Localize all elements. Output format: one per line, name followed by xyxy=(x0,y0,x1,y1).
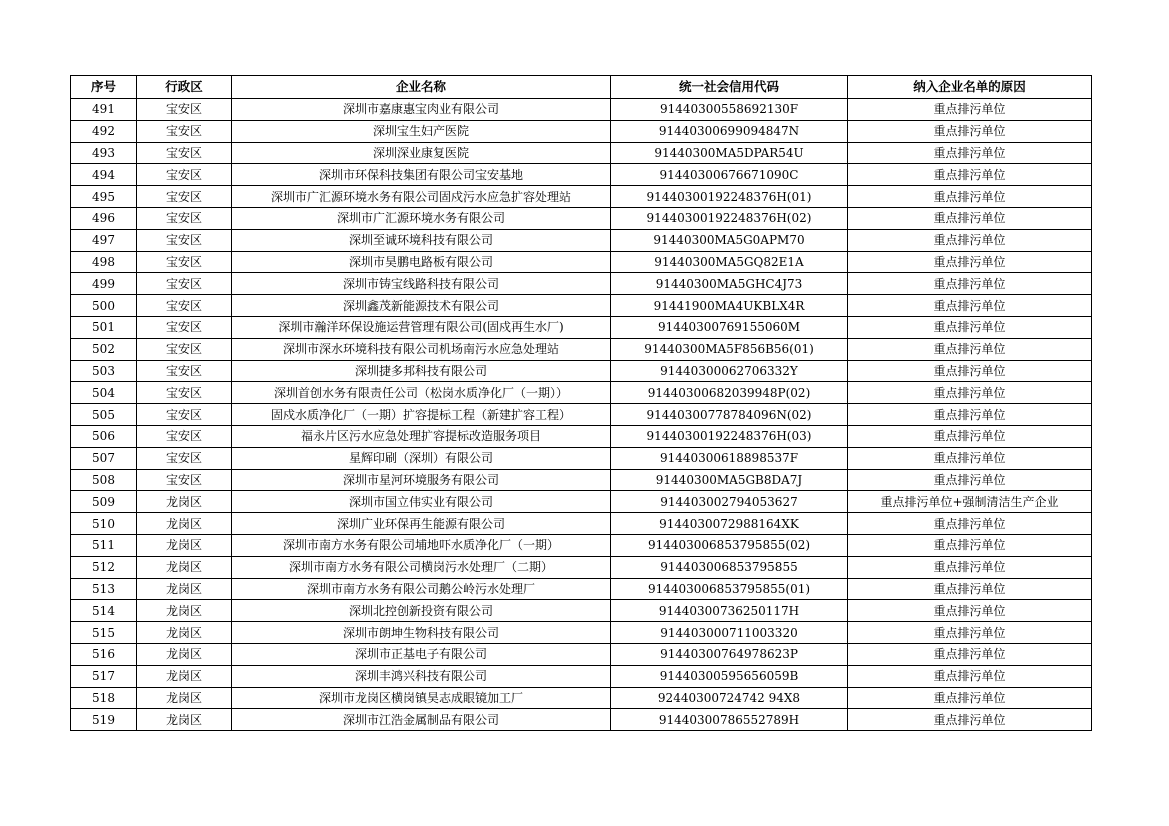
table-row xyxy=(71,709,1092,731)
cell-code: 9144030072988164XK xyxy=(611,513,848,535)
cell-code: 91440300192248376H(01) xyxy=(611,186,848,208)
cell-reason: 重点排污单位 xyxy=(848,186,1092,208)
cell-name: 深圳市环保科技集团有限公司宝安基地 xyxy=(232,164,611,186)
cell-name: 深圳市瀚洋环保设施运营管理有限公司(固戍再生水厂) xyxy=(232,316,611,338)
table-row xyxy=(71,534,1092,556)
cell-name: 深圳北控创新投资有限公司 xyxy=(232,600,611,622)
cell-name: 深圳广业环保再生能源有限公司 xyxy=(232,513,611,535)
cell-no: 492 xyxy=(71,120,137,142)
cell-no: 518 xyxy=(71,687,137,709)
cell-district: 宝安区 xyxy=(137,316,232,338)
cell-reason: 重点排污单位 xyxy=(848,665,1092,687)
enterprise-list-table xyxy=(70,75,1092,731)
cell-no: 504 xyxy=(71,382,137,404)
cell-name: 深圳市深水环境科技有限公司机场南污水应急处理站 xyxy=(232,338,611,360)
table-row xyxy=(71,295,1092,317)
cell-code: 92440300724742 94X8 xyxy=(611,687,848,709)
cell-district: 龙岗区 xyxy=(137,534,232,556)
cell-name: 深圳市星河环境服务有限公司 xyxy=(232,469,611,491)
cell-name: 深圳市龙岗区横岗镇昊志成眼镜加工厂 xyxy=(232,687,611,709)
cell-district: 宝安区 xyxy=(137,99,232,121)
cell-district: 宝安区 xyxy=(137,360,232,382)
cell-district: 龙岗区 xyxy=(137,687,232,709)
table-row xyxy=(71,687,1092,709)
cell-name: 深圳市南方水务有限公司埔地吓水质净化厂（一期） xyxy=(232,534,611,556)
cell-reason: 重点排污单位 xyxy=(848,404,1092,426)
cell-code: 91440300MA5GB8DA7J xyxy=(611,469,848,491)
cell-code: 91440300558692130F xyxy=(611,99,848,121)
table-row xyxy=(71,425,1092,447)
cell-code: 91440300778784096N(02) xyxy=(611,404,848,426)
cell-name: 深圳鑫茂新能源技术有限公司 xyxy=(232,295,611,317)
cell-reason: 重点排污单位 xyxy=(848,709,1092,731)
cell-code: 914403000711003320 xyxy=(611,622,848,644)
table-row xyxy=(71,513,1092,535)
cell-reason: 重点排污单位+强制清洁生产企业 xyxy=(848,491,1092,513)
cell-district: 宝安区 xyxy=(137,142,232,164)
cell-district: 龙岗区 xyxy=(137,643,232,665)
cell-no: 513 xyxy=(71,578,137,600)
cell-code: 91440300699094847N xyxy=(611,120,848,142)
cell-reason: 重点排污单位 xyxy=(848,425,1092,447)
cell-no: 508 xyxy=(71,469,137,491)
header-reason: 纳入企业名单的原因 xyxy=(848,76,1092,99)
cell-reason: 重点排污单位 xyxy=(848,229,1092,251)
cell-reason: 重点排污单位 xyxy=(848,556,1092,578)
cell-no: 519 xyxy=(71,709,137,731)
cell-reason: 重点排污单位 xyxy=(848,99,1092,121)
table-row xyxy=(71,120,1092,142)
cell-district: 龙岗区 xyxy=(137,665,232,687)
cell-code: 91440300595656059B xyxy=(611,665,848,687)
table-row xyxy=(71,622,1092,644)
cell-no: 507 xyxy=(71,447,137,469)
cell-district: 龙岗区 xyxy=(137,600,232,622)
cell-code: 91440300786552789H xyxy=(611,709,848,731)
table-row xyxy=(71,491,1092,513)
cell-name: 深圳至诚环境科技有限公司 xyxy=(232,229,611,251)
cell-code: 914403006853795855(01) xyxy=(611,578,848,600)
cell-name: 深圳首创水务有限责任公司（松岗水质净化厂（一期）） xyxy=(232,382,611,404)
table-row xyxy=(71,447,1092,469)
cell-reason: 重点排污单位 xyxy=(848,251,1092,273)
cell-code: 91440300682039948P(02) xyxy=(611,382,848,404)
cell-district: 宝安区 xyxy=(137,469,232,491)
table-row xyxy=(71,404,1092,426)
cell-district: 龙岗区 xyxy=(137,513,232,535)
table-row xyxy=(71,665,1092,687)
cell-no: 509 xyxy=(71,491,137,513)
cell-code: 91440300062706332Y xyxy=(611,360,848,382)
cell-district: 宝安区 xyxy=(137,273,232,295)
table-row xyxy=(71,316,1092,338)
cell-reason: 重点排污单位 xyxy=(848,622,1092,644)
cell-name: 深圳市铸宝线路科技有限公司 xyxy=(232,273,611,295)
cell-name: 深圳宝生妇产医院 xyxy=(232,120,611,142)
table-row xyxy=(71,164,1092,186)
cell-reason: 重点排污单位 xyxy=(848,120,1092,142)
header-district: 行政区 xyxy=(137,76,232,99)
cell-reason: 重点排污单位 xyxy=(848,295,1092,317)
cell-reason: 重点排污单位 xyxy=(848,469,1092,491)
cell-reason: 重点排污单位 xyxy=(848,360,1092,382)
cell-no: 505 xyxy=(71,404,137,426)
cell-reason: 重点排污单位 xyxy=(848,338,1092,360)
cell-code: 914403002794053627 xyxy=(611,491,848,513)
cell-code: 914403006853795855 xyxy=(611,556,848,578)
cell-code: 91440300764978623P xyxy=(611,643,848,665)
cell-district: 宝安区 xyxy=(137,229,232,251)
cell-reason: 重点排污单位 xyxy=(848,643,1092,665)
cell-reason: 重点排污单位 xyxy=(848,164,1092,186)
table-row xyxy=(71,338,1092,360)
cell-no: 512 xyxy=(71,556,137,578)
cell-district: 宝安区 xyxy=(137,164,232,186)
cell-reason: 重点排污单位 xyxy=(848,513,1092,535)
cell-name: 深圳市嘉康惠宝肉业有限公司 xyxy=(232,99,611,121)
cell-district: 宝安区 xyxy=(137,186,232,208)
cell-code: 91440300676671090C xyxy=(611,164,848,186)
cell-reason: 重点排污单位 xyxy=(848,578,1092,600)
cell-no: 515 xyxy=(71,622,137,644)
cell-district: 宝安区 xyxy=(137,404,232,426)
cell-name: 深圳市正基电子有限公司 xyxy=(232,643,611,665)
cell-district: 宝安区 xyxy=(137,120,232,142)
cell-no: 501 xyxy=(71,316,137,338)
cell-code: 91440300192248376H(03) xyxy=(611,425,848,447)
cell-district: 龙岗区 xyxy=(137,622,232,644)
table-row xyxy=(71,229,1092,251)
cell-district: 宝安区 xyxy=(137,207,232,229)
table-body xyxy=(71,99,1092,731)
cell-name: 深圳市朗坤生物科技有限公司 xyxy=(232,622,611,644)
cell-reason: 重点排污单位 xyxy=(848,382,1092,404)
cell-code: 91440300MA5G0APM70 xyxy=(611,229,848,251)
cell-name: 深圳市广汇源环境水务有限公司 xyxy=(232,207,611,229)
table-row xyxy=(71,207,1092,229)
cell-no: 494 xyxy=(71,164,137,186)
cell-code: 914403006853795855(02) xyxy=(611,534,848,556)
header-code: 统一社会信用代码 xyxy=(611,76,848,99)
cell-no: 517 xyxy=(71,665,137,687)
table-row xyxy=(71,273,1092,295)
cell-district: 宝安区 xyxy=(137,251,232,273)
cell-no: 506 xyxy=(71,425,137,447)
cell-no: 502 xyxy=(71,338,137,360)
cell-district: 龙岗区 xyxy=(137,556,232,578)
table-row xyxy=(71,251,1092,273)
cell-name: 深圳市国立伟实业有限公司 xyxy=(232,491,611,513)
table-header-row xyxy=(71,76,1092,99)
cell-no: 496 xyxy=(71,207,137,229)
cell-no: 500 xyxy=(71,295,137,317)
cell-district: 宝安区 xyxy=(137,338,232,360)
cell-code: 91440300MA5GQ82E1A xyxy=(611,251,848,273)
cell-code: 91440300769155060M xyxy=(611,316,848,338)
table-row xyxy=(71,99,1092,121)
table-row xyxy=(71,600,1092,622)
header-no: 序号 xyxy=(71,76,137,99)
table-row xyxy=(71,142,1092,164)
cell-no: 511 xyxy=(71,534,137,556)
cell-no: 510 xyxy=(71,513,137,535)
cell-name: 福永片区污水应急处理扩容提标改造服务项目 xyxy=(232,425,611,447)
cell-district: 宝安区 xyxy=(137,425,232,447)
cell-reason: 重点排污单位 xyxy=(848,447,1092,469)
table-row xyxy=(71,556,1092,578)
cell-name: 深圳市广汇源环境水务有限公司固戍污水应急扩容处理站 xyxy=(232,186,611,208)
header-name: 企业名称 xyxy=(232,76,611,99)
table-row xyxy=(71,360,1092,382)
cell-district: 龙岗区 xyxy=(137,491,232,513)
cell-name: 深圳捷多邦科技有限公司 xyxy=(232,360,611,382)
table-row xyxy=(71,382,1092,404)
cell-reason: 重点排污单位 xyxy=(848,534,1092,556)
cell-district: 宝安区 xyxy=(137,447,232,469)
cell-reason: 重点排污单位 xyxy=(848,316,1092,338)
cell-no: 516 xyxy=(71,643,137,665)
table-row xyxy=(71,186,1092,208)
cell-code: 91441900MA4UKBLX4R xyxy=(611,295,848,317)
cell-name: 深圳深业康复医院 xyxy=(232,142,611,164)
cell-no: 498 xyxy=(71,251,137,273)
table-row xyxy=(71,643,1092,665)
cell-name: 深圳丰鸿兴科技有限公司 xyxy=(232,665,611,687)
cell-name: 深圳市南方水务有限公司鹅公岭污水处理厂 xyxy=(232,578,611,600)
cell-code: 91440300MA5DPAR54U xyxy=(611,142,848,164)
cell-reason: 重点排污单位 xyxy=(848,273,1092,295)
cell-no: 497 xyxy=(71,229,137,251)
cell-reason: 重点排污单位 xyxy=(848,142,1092,164)
cell-no: 493 xyxy=(71,142,137,164)
cell-reason: 重点排污单位 xyxy=(848,687,1092,709)
cell-reason: 重点排污单位 xyxy=(848,600,1092,622)
cell-reason: 重点排污单位 xyxy=(848,207,1092,229)
cell-district: 龙岗区 xyxy=(137,578,232,600)
cell-name: 星辉印刷（深圳）有限公司 xyxy=(232,447,611,469)
cell-no: 514 xyxy=(71,600,137,622)
cell-name: 深圳市南方水务有限公司横岗污水处理厂（二期） xyxy=(232,556,611,578)
cell-no: 495 xyxy=(71,186,137,208)
cell-name: 深圳市江浩金属制品有限公司 xyxy=(232,709,611,731)
table-row xyxy=(71,578,1092,600)
cell-code: 91440300618898537F xyxy=(611,447,848,469)
cell-code: 91440300192248376H(02) xyxy=(611,207,848,229)
table-row xyxy=(71,469,1092,491)
cell-no: 503 xyxy=(71,360,137,382)
cell-district: 龙岗区 xyxy=(137,709,232,731)
cell-no: 491 xyxy=(71,99,137,121)
cell-district: 宝安区 xyxy=(137,382,232,404)
cell-no: 499 xyxy=(71,273,137,295)
cell-code: 91440300MA5F856B56(01) xyxy=(611,338,848,360)
cell-district: 宝安区 xyxy=(137,295,232,317)
cell-code: 91440300736250117H xyxy=(611,600,848,622)
cell-name: 深圳市昊鹏电路板有限公司 xyxy=(232,251,611,273)
cell-name: 固戍水质净化厂（一期）扩容提标工程（新建扩容工程） xyxy=(232,404,611,426)
cell-code: 91440300MA5GHC4J73 xyxy=(611,273,848,295)
